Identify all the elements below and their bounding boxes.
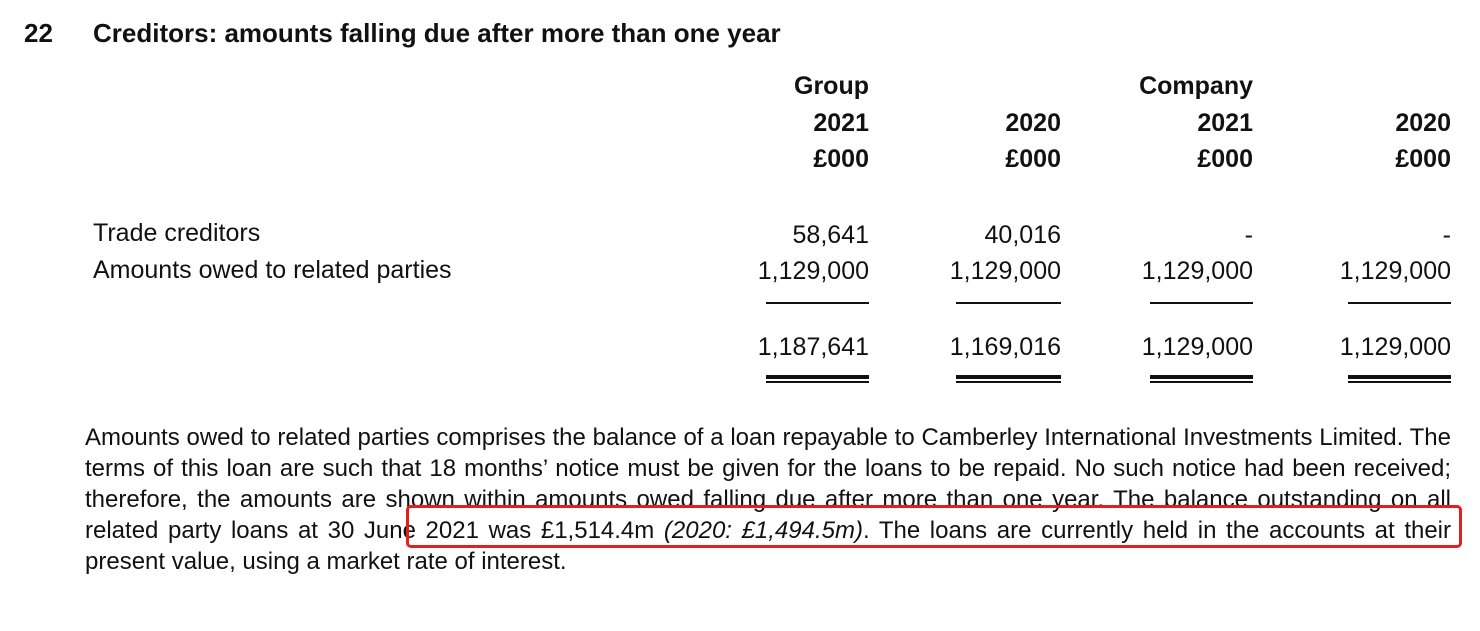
total-double-rule: [1150, 381, 1253, 383]
col-1-year: 2021: [813, 109, 869, 137]
col-4-year: 2020: [1395, 109, 1451, 137]
col-2-unit: £000: [1005, 145, 1061, 173]
explanatory-paragraph: [85, 422, 1451, 577]
total-cell: 1,187,641: [757, 333, 869, 361]
col-3-year: 2021: [1197, 109, 1253, 137]
row-label-related-parties: Amounts owed to related parties: [93, 256, 452, 284]
note-number: 22: [24, 18, 53, 48]
col-3-unit: £000: [1197, 145, 1253, 173]
prior-year-figure: (2020: £1,494.5m): [663, 517, 863, 544]
paragraph-text-after: . The loans are currently held in the accounts at their present value, using a market rate of interest.: [85, 517, 1452, 575]
subtotal-rule: [766, 302, 869, 304]
total-double-rule: [766, 381, 869, 383]
subtotal-rule: [1348, 302, 1451, 304]
total-cell: 1,129,000: [1339, 333, 1451, 361]
total-double-rule: [1348, 381, 1451, 383]
note-title: Creditors: amounts falling due after more than one year: [93, 18, 781, 48]
total-double-rule: [766, 375, 869, 379]
col-1-unit: £000: [813, 145, 869, 173]
total-cell: 1,129,000: [1141, 333, 1253, 361]
col-4-unit: £000: [1395, 145, 1451, 173]
table-cell: -: [1442, 221, 1451, 249]
highlight-annotation-box: [406, 505, 1462, 548]
subtotal-rule: [1150, 302, 1253, 304]
paragraph-text-before: Amounts owed to related parties comprises the balance of a loan repayable to Camberley International Investments Limited. The terms of this loan are such that 18 months’ notice must be given for the loans to be repaid. No such notice had been received; therefore, the amounts are shown within amounts owed falling due after more than one year.: [85, 424, 1451, 513]
subtotal-rule: [956, 302, 1061, 304]
table-cell: 1,129,000: [1141, 257, 1253, 285]
table-cell: 1,129,000: [949, 257, 1061, 285]
table-cell: 1,129,000: [757, 257, 869, 285]
row-label-trade-creditors: Trade creditors: [93, 219, 261, 247]
total-double-rule: [956, 375, 1061, 379]
company-header: Company: [1139, 72, 1253, 100]
total-cell: 1,169,016: [949, 333, 1061, 361]
table-cell: 1,129,000: [1339, 257, 1451, 285]
table-cell: -: [1244, 221, 1253, 249]
group-header: Group: [794, 72, 869, 100]
total-double-rule: [1348, 375, 1451, 379]
total-double-rule: [1150, 375, 1253, 379]
total-double-rule: [956, 381, 1061, 383]
col-2-year: 2020: [1005, 109, 1061, 137]
highlighted-sentence: The balance outstanding on all related party loans at 30 June 2021 was £1,514.4m: [85, 486, 1452, 544]
table-cell: 58,641: [792, 221, 869, 249]
table-cell: 40,016: [984, 221, 1061, 249]
